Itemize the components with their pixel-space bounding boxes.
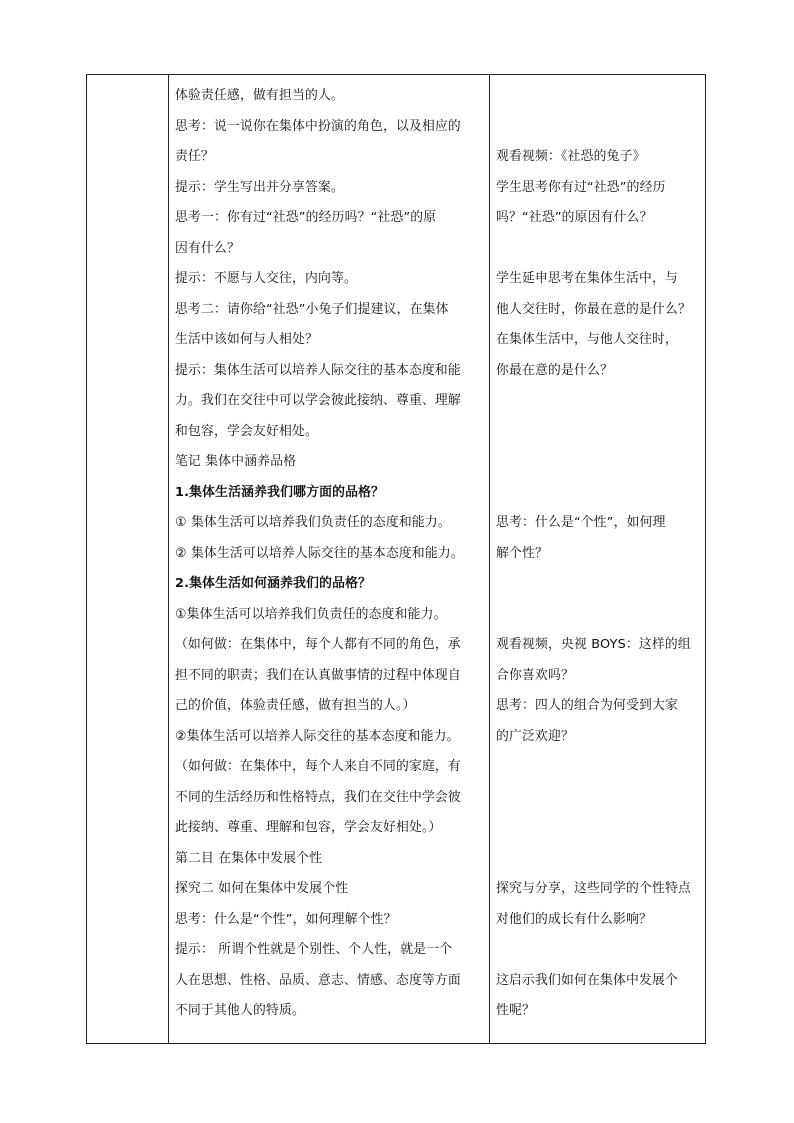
activity-line: [496, 478, 701, 509]
section-heading-individuality: 第二目 在集体中发展个性: [175, 850, 323, 866]
section-heading-notes: 笔记 集体中涵养品格: [175, 454, 297, 469]
activity-line: [496, 783, 701, 814]
activity-line: 学生延申思考在集体生活中，与: [496, 271, 678, 286]
activity-line: [496, 112, 701, 143]
activity-line: [496, 81, 701, 112]
content-line: ①集体生活可以培养我们负责任的态度和能力。: [175, 606, 447, 622]
content-line: 思考：什么是“个性”，如何理解个性？: [175, 911, 397, 927]
column-divider-left: [168, 75, 169, 1043]
content-line: 思考：说一说你在集体中扮演的角色，以及相应的: [175, 118, 461, 134]
activity-line: 观看视频：《社恐的兔子》: [496, 149, 646, 164]
content-line: 思考二：请你给“社恐”小兔子们提建议，在集体: [175, 301, 449, 317]
activity-line: [496, 600, 701, 631]
activity-line: 吗？“社恐”的原因有什么？: [496, 210, 653, 225]
activity-line: [496, 386, 701, 417]
question-heading-1: 1.集体生活涵养我们哪方面的品格？: [175, 484, 385, 500]
activity-line: [496, 752, 701, 783]
activity-line: 思考：什么是“个性”，如何理: [496, 515, 666, 530]
activity-line: 在集体生活中，与他人交往时，: [496, 332, 678, 347]
content-line: ② 集体生活可以培养人际交往的基本态度和能力。: [175, 545, 464, 561]
left-empty-cell: [87, 75, 168, 1043]
content-line: 己的价值，体验责任感，做有担当的人。）: [175, 698, 416, 713]
content-line: 因有什么？: [175, 240, 240, 256]
content-line: 力。我们在交往中可以学会彼此接纳、尊重、理解: [175, 393, 461, 408]
activity-line: 他人交往时，你最在意的是什么？: [496, 301, 691, 317]
activity-line: 观看视频，央视 BOYS：这样的组: [496, 637, 691, 652]
activity-line: [496, 569, 701, 600]
content-line: 提示：不愿与人交往，内向等。: [175, 271, 357, 286]
content-line: 担不同的职责；我们在认真做事情的过程中体现自: [175, 667, 461, 683]
activity-line: 解个性？: [496, 545, 548, 561]
content-line: ① 集体生活可以培养我们负责任的态度和能力。: [175, 515, 451, 530]
activity-line: 你最在意的是什么？: [496, 362, 613, 378]
activity-line: [496, 844, 701, 875]
activity-line: [496, 935, 701, 966]
content-line: 责任？: [175, 149, 214, 164]
content-line: 不同于其他人的特质。: [175, 1003, 305, 1018]
content-line: 人在思想、性格、品质、意志、情感、态度等方面: [175, 972, 461, 988]
activity-line: 这启示我们如何在集体中发展个: [496, 972, 678, 988]
content-line: 思考一：你有过“社恐”的经历吗？“社恐”的原: [175, 210, 437, 225]
content-line: 提示：集体生活可以培养人际交往的基本态度和能: [175, 362, 461, 378]
activity-line: [496, 234, 701, 265]
activity-line: 思考：四人的组合为何受到大家: [496, 698, 678, 713]
activity-line: 对他们的成长有什么影响？: [496, 911, 652, 927]
column-divider-right: [489, 75, 490, 1043]
content-line: 生活中该如何与人相处？: [175, 332, 318, 347]
teaching-content-cell: [175, 75, 489, 1043]
activity-line: 学生思考你有过“社恐”的经历: [496, 179, 666, 195]
content-line: 和包容，学会友好相处。: [175, 423, 318, 439]
activity-line: 性呢？: [496, 1003, 535, 1018]
activity-line: [496, 417, 701, 448]
activity-line: 合你喜欢吗？: [496, 667, 574, 683]
content-line: 体验责任感，做有担当的人。: [175, 88, 344, 103]
activity-line: 探究与分享，这些同学的个性特点: [496, 881, 691, 896]
content-line: （如何做：在集体中，每个人来自不同的家庭，有: [175, 759, 461, 774]
student-activity-cell: [496, 75, 701, 1043]
activity-line: [496, 447, 701, 478]
activity-line: 的广泛欢迎？: [496, 728, 574, 744]
content-line: （如何做：在集体中，每个人都有不同的角色，承: [175, 637, 461, 652]
lesson-plan-table: [86, 74, 706, 1044]
content-line: 探究二 如何在集体中发展个性: [175, 881, 349, 896]
question-heading-2: 2.集体生活如何涵养我们的品格？: [175, 576, 372, 591]
content-line: ②集体生活可以培养人际交往的基本态度和能力。: [175, 728, 460, 744]
content-line: 此接纳、尊重、理解和包容，学会友好相处。）: [175, 820, 442, 835]
content-line: 不同的生活经历和性格特点，我们在交往中学会彼: [175, 789, 461, 805]
content-line: 提示： 所谓个性就是个别性、个人性，就是一个: [175, 942, 453, 957]
content-line: 提示：学生写出并分享答案。: [175, 179, 344, 195]
activity-line: [496, 813, 701, 844]
